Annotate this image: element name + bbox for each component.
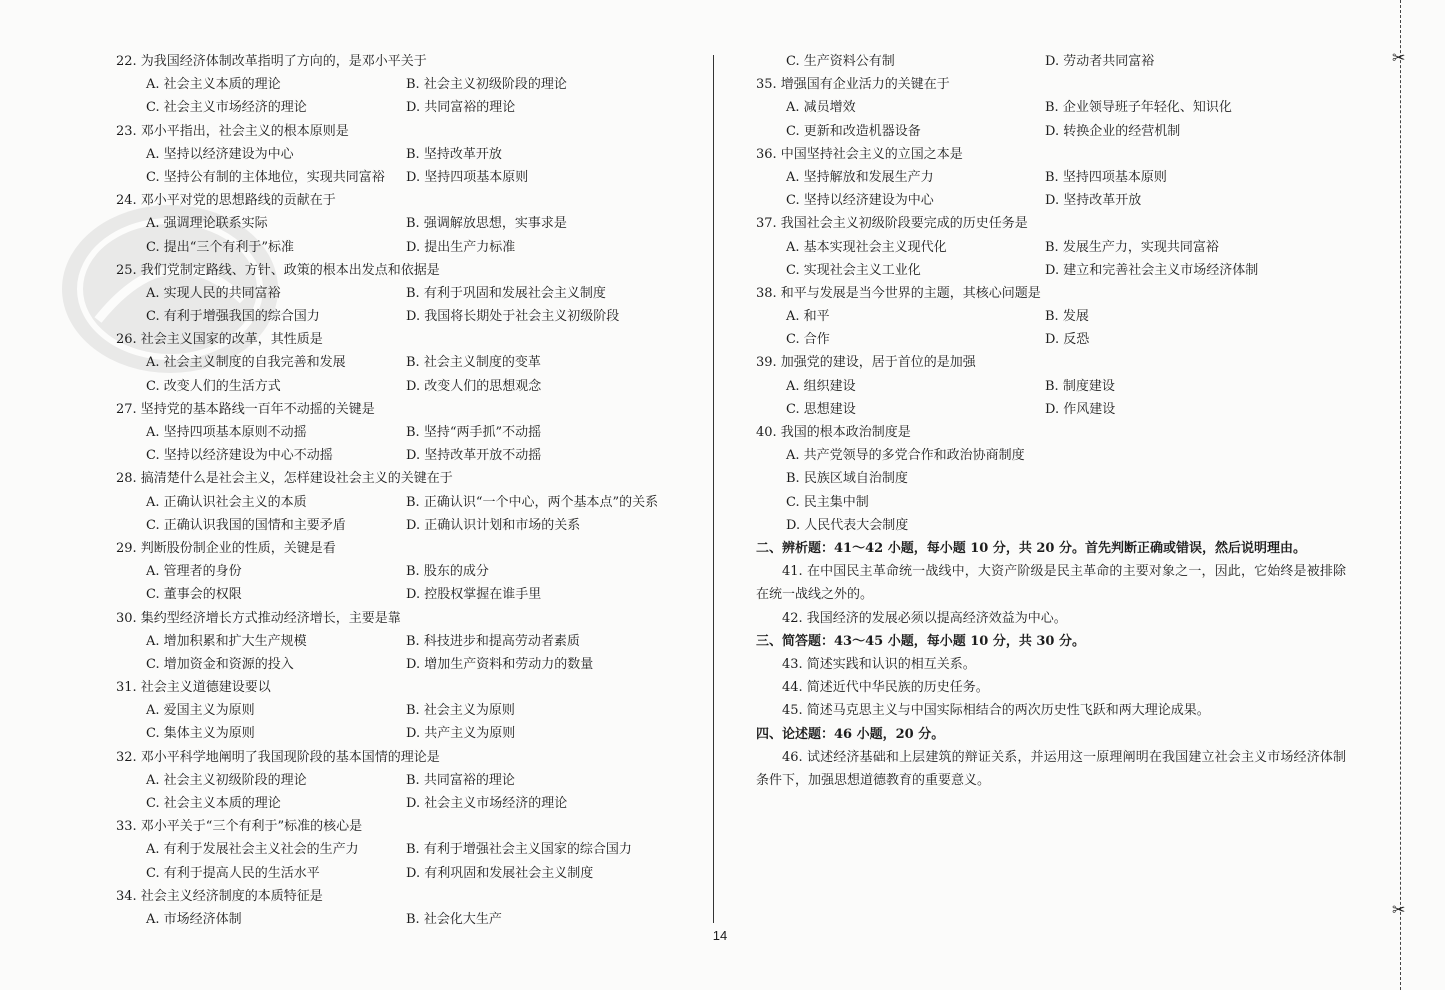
option-a: A. 爱国主义为原则 [146,703,255,719]
option-b: B. 企业领导班子年轻化、知识化 [1045,100,1232,116]
question-32 [116,746,686,816]
option-d: D. 人民代表大会制度 [786,517,909,533]
question-42: 42. 我国经济的发展必须以提高经济效益为中心。 [782,610,1067,626]
question-stem: 26. 社会主义国家的改革，其性质是 [116,332,323,348]
question-28 [116,467,686,537]
option-row [756,328,1346,351]
question-stem: 31. 社会主义道德建设要以 [116,680,271,696]
question-stem: 37. 我国社会主义初级阶段要完成的历史任务是 [756,216,1028,232]
question-stem: 34. 社会主义经济制度的本质特征是 [116,888,323,904]
option-c: C. 增加资金和资源的投入 [146,656,294,672]
question-stem: 36. 中国坚持社会主义的立国之本是 [756,146,963,162]
question-41: 41. 在中国民主革命统一战线中，大资产阶级是民主革命的主要对象之一，因此，它始终是被排除在统一战线之外的。 [756,564,1346,603]
option-b: B. 有利于巩固和发展社会主义制度 [406,285,606,301]
option-row [756,96,1346,119]
section-header-essay: 四、论述题：46 小题，20 分。 [756,726,945,742]
scissors-icon: ✂ [1392,900,1406,919]
option-d: D. 反恐 [1045,332,1090,348]
option-b: B. 民族区域自治制度 [786,471,908,487]
option-row [756,236,1346,259]
question-29 [116,537,686,607]
question-35 [756,73,1346,143]
option-c: C. 提出“三个有利于”标准 [146,239,295,255]
option-b: B. 共同富裕的理论 [406,772,515,788]
option-row [116,96,686,119]
question-34 [116,885,686,931]
question-36 [756,143,1346,213]
option-row [116,351,686,374]
option-b: B. 坚持四项基本原则 [1045,169,1167,185]
question-stem: 22. 为我国经济体制改革指明了方向的，是邓小平关于 [116,54,427,69]
question-38 [756,282,1346,352]
option-c: C. 社会主义本质的理论 [146,796,281,811]
scissors-icon: ✂ [1392,48,1406,67]
option-a: A. 坚持四项基本原则不动摇 [146,425,307,440]
question-stem: 29. 判断股份制企业的性质，关键是看 [116,540,336,556]
option-c: C. 坚持以经济建设为中心不动摇 [146,448,333,464]
option-d: D. 改变人们的思想观念 [406,378,542,394]
cut-line [1400,0,1401,990]
question-26 [116,328,686,398]
option-b: B. 强调解放思想，实事求是 [406,216,567,232]
question-23 [116,120,686,190]
option-row [116,73,686,96]
question-stem: 35. 增强国有企业活力的关键在于 [756,77,950,93]
option-row [756,491,1346,514]
option-b: B. 坚持“两手抓”不动摇 [406,425,542,440]
option-d: D. 建立和完善社会主义市场经济体制 [1045,262,1259,278]
question-33 [116,815,686,885]
option-d: D. 有利巩固和发展社会主义制度 [406,865,594,881]
option-b: B. 坚持改革开放 [406,146,502,162]
question-stem: 40. 我国的根本政治制度是 [756,425,911,440]
option-row [116,375,686,398]
option-a: A. 坚持以经济建设为中心 [146,146,294,162]
question-39 [756,351,1346,421]
option-c: C. 有利于增强我国的综合国力 [146,309,320,325]
question-stem: 33. 邓小平关于“三个有利于”标准的核心是 [116,819,363,835]
option-a: A. 社会主义本质的理论 [146,77,281,93]
option-a: A. 社会主义制度的自我完善和发展 [146,355,346,371]
option-b: B. 发展生产力，实现共同富裕 [1045,239,1219,255]
option-c: C. 实现社会主义工业化 [786,262,921,278]
question-43: 43. 简述实践和认识的相互关系。 [782,656,976,672]
question-27 [116,398,686,468]
option-row [756,375,1346,398]
question-stem: 25. 我们党制定路线、方针、政策的根本出发点和依据是 [116,262,440,278]
option-row [116,908,686,931]
option-b: B. 科技进步和提高劳动者素质 [406,633,580,649]
column-divider [713,55,714,923]
question-stem: 30. 集约型经济增长方式推动经济增长，主要是靠 [116,610,401,626]
option-a: A. 管理者的身份 [146,564,242,580]
option-d: D. 正确认识计划和市场的关系 [406,517,581,533]
option-d: D. 我国将长期处于社会主义初级阶段 [406,309,620,325]
option-d: D. 坚持改革开放 [1045,193,1142,209]
option-row [116,421,686,444]
question-stem: 32. 邓小平科学地阐明了我国现阶段的基本国情的理论是 [116,749,440,765]
option-row [756,444,1346,467]
option-row [116,862,686,885]
option-row [116,792,686,815]
option-c: C. 董事会的权限 [146,587,242,603]
option-row [756,467,1346,490]
option-a: A. 共产党领导的多党合作和政治协商制度 [786,448,1025,464]
option-row [116,212,686,235]
option-d: D. 提出生产力标准 [406,239,516,255]
question-30 [116,607,686,677]
option-row [116,491,686,514]
option-d: D. 作风建设 [1045,401,1116,417]
question-stem: 23. 邓小平指出，社会主义的根本原则是 [116,123,349,139]
question-stem: 28. 搞清楚什么是社会主义，怎样建设社会主义的关键在于 [116,471,453,487]
option-c: C. 正确认识我国的国情和主要矛盾 [146,517,346,533]
option-c: C. 坚持以经济建设为中心 [786,193,934,209]
option-row [116,630,686,653]
question-40 [756,421,1346,537]
question-44: 44. 简述近代中华民族的历史任务。 [782,680,989,696]
option-d: D. 转换企业的经营机制 [1045,123,1181,139]
question-stem: 38. 和平与发展是当今世界的主题，其核心问题是 [756,285,1041,301]
option-a: A. 社会主义初级阶段的理论 [146,772,307,788]
option-row [756,259,1346,282]
option-d: D. 增加生产资料和劳动力的数量 [406,656,594,672]
option-row [116,166,686,189]
question-22 [116,50,686,120]
question-25 [116,259,686,329]
option-c: C. 改变人们的生活方式 [146,378,281,394]
option-row [756,398,1346,421]
option-row [116,560,686,583]
option-d: D. 社会主义市场经济的理论 [406,796,568,811]
option-a: A. 组织建设 [786,378,856,394]
page-number: 14 [712,928,728,943]
option-row [116,653,686,676]
section-header-analysis: 二、辨析题：41～42 小题，每小题 10 分，共 20 分。首先判断正确或错误，然后说明理由。 [756,540,1306,556]
option-c: C. 社会主义市场经济的理论 [146,100,307,116]
option-row-carryover [756,50,1346,73]
question-stem: 24. 邓小平对党的思想路线的贡献在于 [116,193,336,209]
option-a: A. 减员增效 [786,100,856,116]
option-row [116,699,686,722]
option-c: C. 生产资料公有制 [786,54,895,69]
option-row [756,189,1346,212]
option-row [116,236,686,259]
option-row [116,282,686,305]
option-b: B. 制度建设 [1045,378,1115,394]
option-c: C. 民主集中制 [786,494,869,510]
option-d: D. 共同富裕的理论 [406,100,516,116]
option-d: D. 控股权掌握在谁手里 [406,587,542,603]
option-row [756,166,1346,189]
option-d: D. 劳动者共同富裕 [1045,54,1155,69]
option-a: A. 强调理论联系实际 [146,216,268,232]
option-row [116,514,686,537]
option-a: A. 增加积累和扩大生产规模 [146,633,307,649]
option-b: B. 社会主义为原则 [406,703,515,719]
option-row [116,583,686,606]
option-row [116,305,686,328]
option-c: C. 集体主义为原则 [146,726,255,742]
option-d: D. 坚持四项基本原则 [406,169,529,185]
question-45: 45. 简述马克思主义与中国实际相结合的两次历史性飞跃和两大理论成果。 [782,703,1210,719]
option-c: C. 更新和改造机器设备 [786,123,921,139]
option-d: D. 共产主义为原则 [406,726,516,742]
option-row [756,514,1346,537]
option-b: B. 股东的成分 [406,564,489,580]
option-b: B. 社会主义初级阶段的理论 [406,77,567,93]
question-46: 46. 试述经济基础和上层建筑的辩证关系，并运用这一原理阐明在我国建立社会主义市场经济体制条件下，加强思想道德教育的重要意义。 [756,749,1346,788]
option-b: B. 社会主义制度的变革 [406,355,541,371]
section-header-short-answer: 三、简答题：43～45 小题，每小题 10 分，共 30 分。 [756,633,1085,649]
option-d: D. 坚持改革开放不动摇 [406,448,542,464]
option-a: A. 坚持解放和发展生产力 [786,169,934,185]
option-b: B. 正确认识“一个中心，两个基本点”的关系 [406,494,659,510]
option-row [116,838,686,861]
option-c: C. 坚持公有制的主体地位，实现共同富裕 [146,169,385,185]
option-b: B. 社会化大生产 [406,911,502,927]
option-row [116,444,686,467]
option-row [116,722,686,745]
question-37 [756,212,1346,282]
option-c: C. 有利于提高人民的生活水平 [146,865,320,881]
option-b: B. 有利于增强社会主义国家的综合国力 [406,842,632,858]
option-row [756,305,1346,328]
question-stem: 27. 坚持党的基本路线一百年不动摇的关键是 [116,401,375,417]
option-row [756,120,1346,143]
option-c: C. 合作 [786,332,830,348]
option-a: A. 正确认识社会主义的本质 [146,494,307,510]
option-a: A. 和平 [786,309,830,325]
option-row [116,769,686,792]
option-a: A. 基本实现社会主义现代化 [786,239,947,255]
option-a: A. 实现人民的共同富裕 [146,285,281,301]
option-a: A. 市场经济体制 [146,911,242,927]
right-column [756,50,1346,792]
option-row [116,143,686,166]
option-b: B. 发展 [1045,309,1089,325]
left-column [116,50,686,931]
option-c: C. 思想建设 [786,401,856,417]
option-a: A. 有利于发展社会主义社会的生产力 [146,842,359,858]
question-stem: 39. 加强党的建设，居于首位的是加强 [756,355,976,371]
question-24 [116,189,686,259]
question-31 [116,676,686,746]
